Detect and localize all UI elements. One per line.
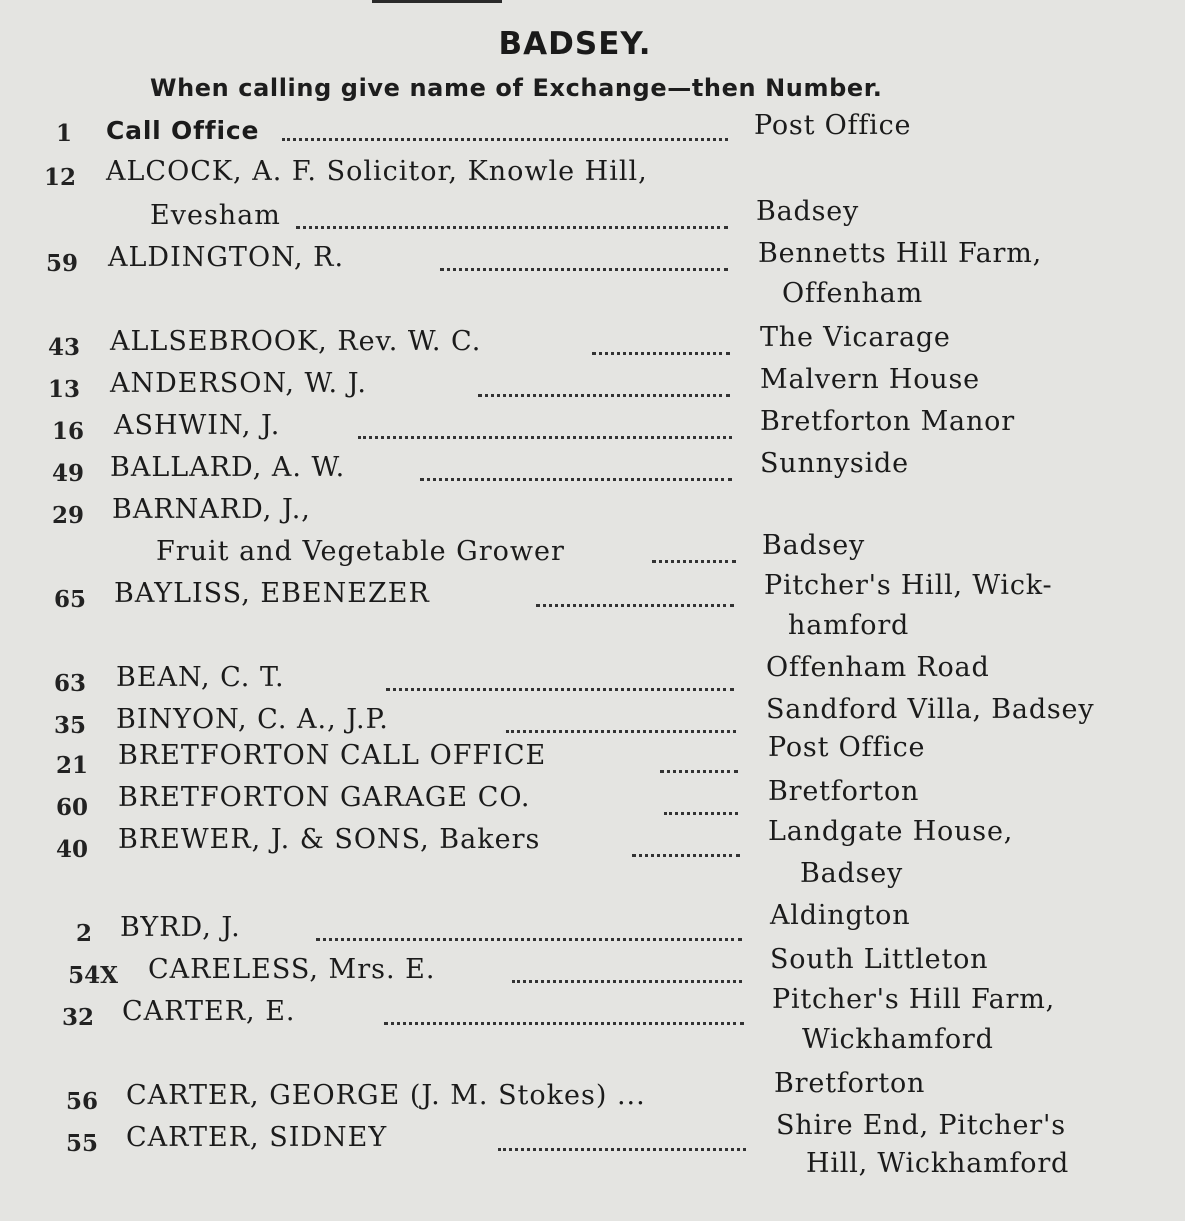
entry-name-continued: Evesham bbox=[150, 200, 281, 231]
top-rule bbox=[372, 0, 502, 3]
entry-name: Call Office bbox=[106, 116, 260, 145]
directory-entry bbox=[0, 1110, 1185, 1179]
leader-dots bbox=[592, 352, 730, 355]
directory-entry bbox=[0, 364, 1185, 408]
entry-number: 55 bbox=[65, 1130, 98, 1157]
entry-name-continued: Fruit and Vegetable Grower bbox=[156, 536, 565, 567]
entry-location: South Littleton bbox=[770, 944, 989, 975]
entry-number: 21 bbox=[55, 752, 88, 779]
entry-name: ANDERSON, W. J. bbox=[110, 368, 368, 399]
entry-location: Sunnyside bbox=[760, 448, 909, 479]
entry-location-continued: Offenham bbox=[782, 278, 923, 309]
entry-name: ALCOCK, A. F. Solicitor, Knowle Hill, bbox=[106, 156, 648, 187]
entry-name: CARELESS, Mrs. E. bbox=[148, 954, 436, 985]
entry-number: 65 bbox=[53, 586, 86, 613]
directory-entry bbox=[0, 694, 1185, 744]
leader-dots bbox=[664, 812, 738, 815]
leader-dots bbox=[384, 1022, 744, 1025]
entry-location: Aldington bbox=[770, 900, 911, 931]
entry-name: ALDINGTON, R. bbox=[108, 242, 345, 273]
entry-location-continued: Badsey bbox=[800, 858, 904, 889]
entry-location: Pitcher's Hill, Wick- bbox=[764, 570, 1053, 601]
entry-name: BYRD, J. bbox=[120, 912, 241, 943]
entry-number: 12 bbox=[43, 164, 76, 191]
entry-location-continued: hamford bbox=[788, 610, 910, 641]
leader-dots bbox=[316, 938, 742, 941]
leader-dots bbox=[660, 770, 738, 773]
leader-dots bbox=[420, 478, 732, 481]
directory-entry bbox=[0, 900, 1185, 952]
entry-location: Badsey bbox=[762, 530, 866, 561]
entry-location: Bretforton bbox=[768, 776, 920, 807]
entry-number: 16 bbox=[51, 418, 84, 445]
entry-name: BALLARD, A. W. bbox=[110, 452, 346, 483]
directory-entry bbox=[0, 984, 1185, 1055]
entry-name: BRETFORTON CALL OFFICE bbox=[118, 740, 547, 771]
leader-dots bbox=[506, 730, 736, 733]
entry-number: 54X bbox=[68, 962, 118, 989]
directory-entry bbox=[0, 494, 1185, 567]
entry-location: Post Office bbox=[768, 732, 926, 763]
entry-name: BEAN, C. T. bbox=[116, 662, 285, 693]
entry-number: 35 bbox=[53, 712, 86, 739]
entry-name: BINYON, C. A., J.P. bbox=[116, 704, 389, 735]
directory-entry bbox=[0, 156, 1185, 231]
directory-entry bbox=[0, 448, 1185, 492]
leader-dots bbox=[296, 226, 728, 229]
leader-dots bbox=[498, 1148, 746, 1151]
entry-location: Offenham Road bbox=[766, 652, 990, 683]
entry-number: 1 bbox=[55, 120, 72, 147]
entry-name: BARNARD, J., bbox=[112, 494, 311, 525]
entry-location: Bretforton bbox=[774, 1068, 926, 1099]
calling-instructions: When calling give name of Exchange—then Number. bbox=[150, 74, 883, 102]
directory-entry bbox=[0, 732, 1185, 784]
entry-location: Bretforton Manor bbox=[760, 406, 1015, 437]
entry-number: 49 bbox=[51, 460, 84, 487]
entry-location: Bennetts Hill Farm, bbox=[758, 238, 1043, 269]
directory-entry bbox=[0, 406, 1185, 450]
leader-dots bbox=[358, 436, 732, 439]
directory-entry bbox=[0, 112, 1185, 152]
entry-location: Sandford Villa, Badsey bbox=[766, 694, 1095, 725]
entry-location-continued: Wickhamford bbox=[802, 1024, 994, 1055]
entry-location: Shire End, Pitcher's bbox=[776, 1110, 1066, 1141]
entry-location-continued: Hill, Wickhamford bbox=[806, 1148, 1070, 1179]
entry-name: BRETFORTON GARAGE CO. bbox=[118, 782, 531, 813]
entry-number: 60 bbox=[55, 794, 88, 821]
entry-number: 13 bbox=[47, 376, 80, 403]
entry-name: CARTER, E. bbox=[122, 996, 296, 1027]
entry-name: ALLSEBROOK, Rev. W. C. bbox=[110, 326, 482, 357]
entry-number: 29 bbox=[51, 502, 84, 529]
entry-location: Malvern House bbox=[760, 364, 980, 395]
exchange-title: BADSEY. bbox=[498, 26, 652, 62]
directory-entry bbox=[0, 322, 1185, 366]
entry-number: 40 bbox=[55, 836, 88, 863]
entry-location: Pitcher's Hill Farm, bbox=[772, 984, 1056, 1015]
entry-number: 32 bbox=[61, 1004, 94, 1031]
entry-number: 2 bbox=[75, 920, 92, 947]
entry-number: 56 bbox=[65, 1088, 98, 1115]
entry-name: BAYLISS, EBENEZER bbox=[114, 578, 430, 609]
directory-entry bbox=[0, 570, 1185, 641]
entry-name: CARTER, GEORGE (J. M. Stokes) ... bbox=[126, 1080, 646, 1111]
entry-name: ASHWIN, J. bbox=[114, 410, 281, 441]
entry-location: The Vicarage bbox=[760, 322, 951, 353]
leader-dots bbox=[478, 394, 730, 397]
entry-location: Badsey bbox=[756, 196, 860, 227]
leader-dots bbox=[512, 980, 742, 983]
leader-dots bbox=[386, 688, 734, 691]
directory-entry bbox=[0, 238, 1185, 309]
directory-entry bbox=[0, 816, 1185, 889]
entry-number: 43 bbox=[47, 334, 80, 361]
entry-location: Post Office bbox=[754, 110, 912, 141]
entry-location: Landgate House, bbox=[768, 816, 1014, 847]
leader-dots bbox=[536, 604, 734, 607]
leader-dots bbox=[282, 138, 728, 141]
entry-number: 63 bbox=[53, 670, 86, 697]
leader-dots bbox=[652, 560, 736, 563]
leader-dots bbox=[632, 854, 740, 857]
entry-name: BREWER, J. & SONS, Bakers bbox=[118, 824, 541, 855]
entry-number: 59 bbox=[45, 250, 78, 277]
entry-name: CARTER, SIDNEY bbox=[126, 1122, 388, 1153]
leader-dots bbox=[440, 268, 728, 271]
